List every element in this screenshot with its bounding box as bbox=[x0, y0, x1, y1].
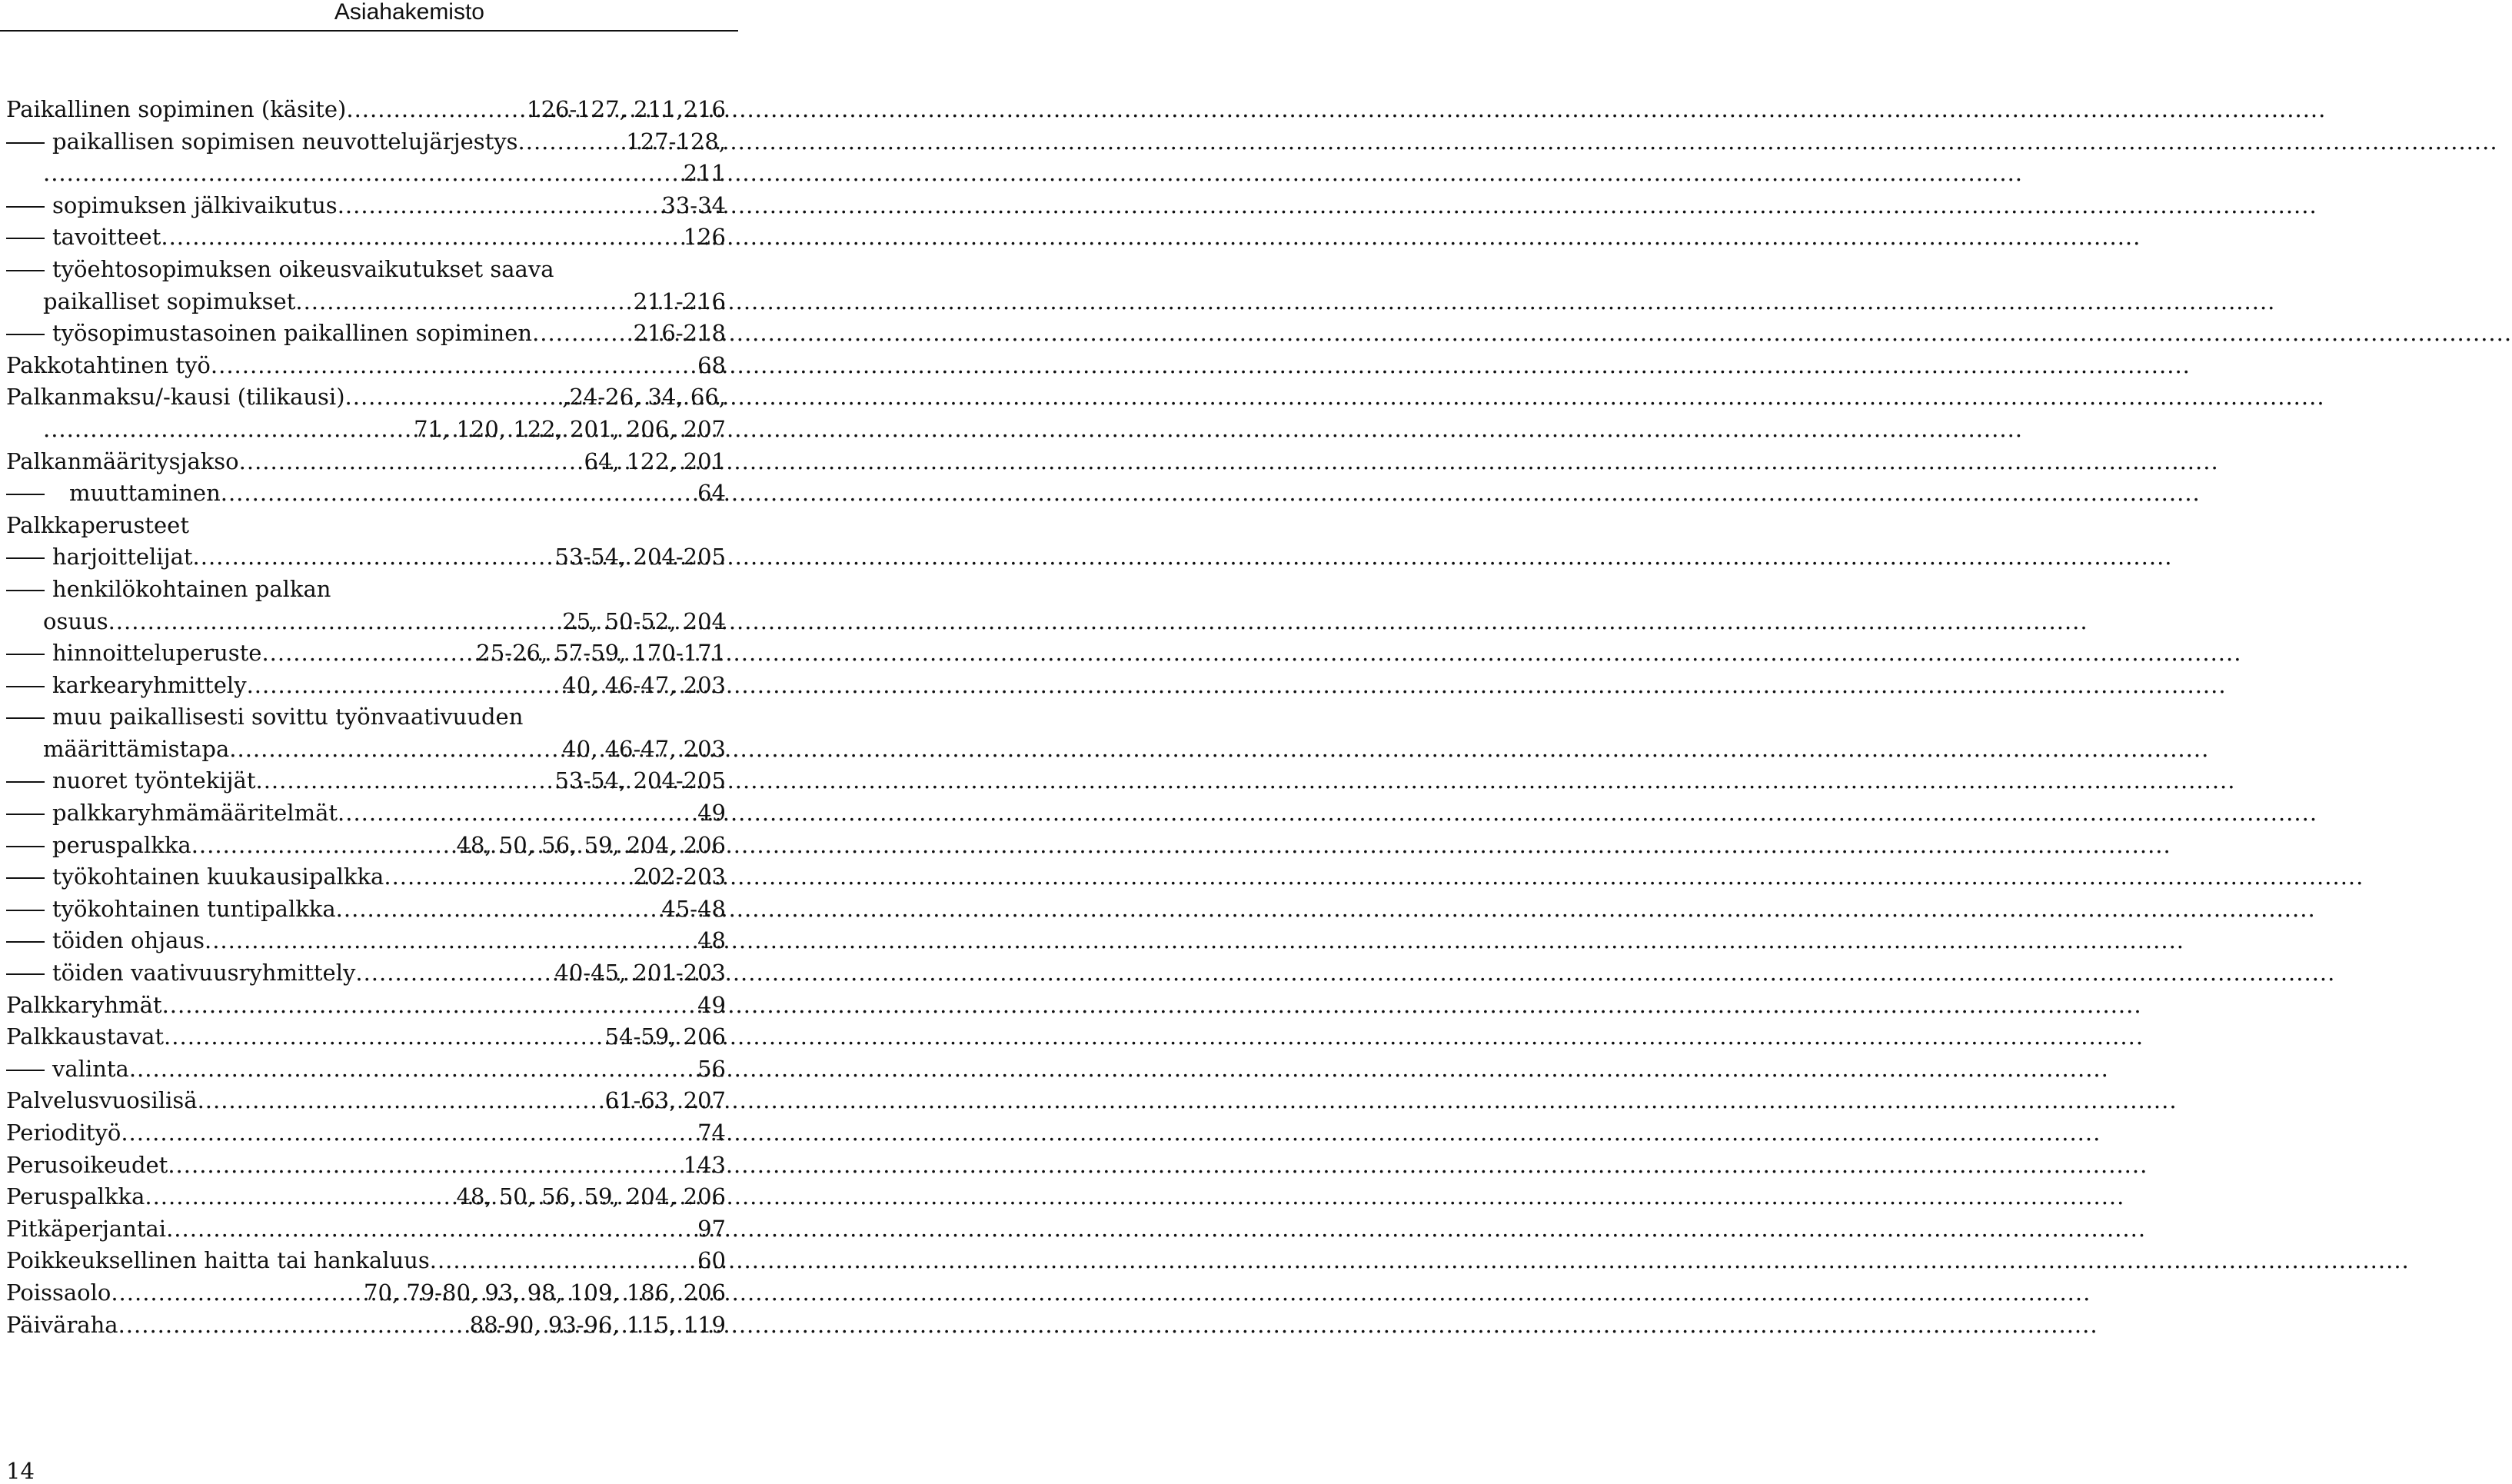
index-entry-continuation bbox=[0, 158, 738, 190]
dot-leader bbox=[193, 541, 554, 574]
index-line bbox=[6, 1245, 726, 1277]
index-subentry bbox=[0, 221, 738, 254]
subentry-dash bbox=[6, 590, 45, 591]
index-line bbox=[52, 957, 726, 990]
index-subentry bbox=[0, 574, 738, 606]
index-term: töiden vaativuusryhmittely bbox=[52, 960, 356, 987]
index-term: sopimuksen jälkivaikutus bbox=[52, 191, 338, 218]
index-pages: 25-26, 57-59, 170-171 bbox=[476, 640, 726, 667]
index-line bbox=[52, 1053, 726, 1086]
index-entry bbox=[0, 990, 738, 1022]
dot-leader bbox=[166, 1213, 696, 1246]
index-term: palkkaryhmämääritelmät bbox=[52, 800, 338, 827]
index-line bbox=[6, 1150, 726, 1182]
index-line bbox=[52, 254, 726, 286]
index-pages: 53-54, 204-205 bbox=[554, 544, 726, 571]
dot-leader bbox=[205, 925, 696, 957]
header-divider bbox=[0, 30, 738, 32]
index-pages: 54-59, 206 bbox=[604, 1023, 726, 1050]
subentry-dash bbox=[6, 557, 45, 559]
index-subentry bbox=[0, 957, 738, 990]
index-entry bbox=[0, 1181, 738, 1213]
index-pages: 40, 46-47, 203 bbox=[562, 735, 726, 762]
subentry-dash bbox=[6, 206, 45, 208]
index-term: Palkkaustavat bbox=[6, 1023, 165, 1050]
index-entry bbox=[0, 350, 738, 382]
index-subentry bbox=[0, 861, 738, 893]
index-subentry bbox=[0, 830, 738, 862]
dot-leader bbox=[164, 1021, 604, 1053]
index-line bbox=[52, 670, 726, 702]
dot-leader bbox=[430, 1245, 696, 1277]
dot-leader bbox=[145, 1181, 454, 1213]
index-term: Palkkaperusteet bbox=[6, 511, 189, 538]
index-line bbox=[43, 286, 726, 318]
index-line bbox=[6, 446, 726, 478]
dot-leader bbox=[345, 381, 561, 414]
index-line bbox=[52, 797, 726, 830]
index-pages: 211 bbox=[683, 160, 726, 187]
dot-leader bbox=[532, 318, 631, 350]
index-term: Pitkäperjantai bbox=[6, 1215, 167, 1242]
page-number: 14 bbox=[6, 1458, 35, 1484]
index-line bbox=[52, 893, 726, 926]
index-line bbox=[43, 734, 726, 766]
index-line bbox=[6, 510, 726, 542]
dot-leader bbox=[121, 1117, 696, 1150]
dot-leader bbox=[355, 957, 553, 990]
index-term: harjoittelijat bbox=[52, 544, 193, 571]
page-header bbox=[0, 0, 738, 31]
index-term: työehtosopimuksen oikeusvaikutukset saava bbox=[52, 255, 554, 282]
subentry-dash bbox=[6, 973, 45, 975]
index-entry bbox=[0, 446, 738, 478]
index-term: peruspalkka bbox=[52, 831, 191, 858]
index-pages: 211-216 bbox=[633, 288, 726, 314]
index-subentry bbox=[0, 190, 738, 222]
index-term: Poissaolo bbox=[6, 1279, 111, 1306]
index-entry-continuation bbox=[0, 414, 738, 446]
index-line bbox=[52, 221, 726, 254]
index-pages: 126 bbox=[683, 224, 726, 251]
index-line bbox=[52, 126, 726, 158]
index-subentry bbox=[0, 318, 738, 350]
subentry-dash bbox=[6, 270, 45, 271]
index-subentry bbox=[0, 541, 738, 574]
index-pages: 126-127, 211,216 bbox=[527, 96, 726, 122]
subentry-dash bbox=[6, 910, 45, 911]
subentry-dash bbox=[6, 238, 45, 239]
index-pages: 64, 122, 201 bbox=[584, 448, 726, 474]
dot-leader bbox=[118, 1309, 468, 1342]
dot-leader bbox=[198, 1085, 604, 1117]
index-term: töiden ohjaus bbox=[52, 927, 205, 954]
index-pages: 25, 50-52, 204 bbox=[562, 607, 726, 634]
subentry-dash bbox=[6, 494, 45, 495]
page-title: Asiahakemisto bbox=[334, 0, 484, 25]
index-pages: 71, 120, 122, 201, 206, 207 bbox=[414, 415, 726, 442]
index-line bbox=[6, 1181, 726, 1213]
index-line bbox=[43, 414, 726, 446]
index-entry bbox=[0, 1085, 738, 1117]
index-entry bbox=[0, 1309, 738, 1342]
index-entry bbox=[0, 510, 738, 542]
index-line bbox=[6, 990, 726, 1022]
index-term: työkohtainen kuukausipalkka bbox=[52, 863, 384, 890]
index-subentry bbox=[0, 254, 738, 286]
index-subentry bbox=[0, 1053, 738, 1086]
index-pages: 70, 79-80, 93, 98, 109, 186, 206 bbox=[364, 1279, 726, 1306]
index-pages: 56 bbox=[697, 1055, 726, 1082]
dot-leader bbox=[518, 126, 625, 158]
index-subentry bbox=[0, 477, 738, 510]
index-pages: 143 bbox=[683, 1151, 726, 1178]
dot-leader bbox=[247, 670, 561, 702]
dot-leader bbox=[168, 1150, 681, 1182]
index-term: määrittämistapa bbox=[43, 735, 230, 762]
dot-leader bbox=[111, 1277, 362, 1309]
index-entry bbox=[0, 1021, 738, 1053]
index-term: Poikkeuksellinen haitta tai hankaluus bbox=[6, 1247, 430, 1274]
index-entry bbox=[0, 1277, 738, 1309]
dot-leader bbox=[338, 190, 660, 222]
dot-leader bbox=[108, 606, 561, 638]
index-term: Palkanmääritysjakso bbox=[6, 448, 239, 474]
dot-leader bbox=[255, 765, 553, 797]
index-pages: 61-63, 207 bbox=[604, 1087, 726, 1114]
index-pages: 40-45, 201-203 bbox=[554, 960, 726, 987]
index-term: muu paikallisesti sovittu työnvaativuuden bbox=[52, 704, 524, 730]
index-entry-continuation bbox=[0, 286, 738, 318]
index-term: työkohtainen tuntipalkka bbox=[52, 895, 336, 922]
index-term: Palvelusvuosilisä bbox=[6, 1087, 198, 1114]
index-line bbox=[6, 381, 726, 414]
index-subentry bbox=[0, 670, 738, 702]
dot-leader bbox=[43, 158, 682, 190]
index-line bbox=[52, 318, 726, 350]
dot-leader bbox=[239, 446, 583, 478]
index-term: Peruspalkka bbox=[6, 1183, 145, 1210]
index-subentry bbox=[0, 126, 738, 158]
dot-leader bbox=[129, 1053, 696, 1086]
dot-leader bbox=[229, 734, 561, 766]
index-pages: 88-90, 93-96, 115, 119 bbox=[469, 1311, 726, 1338]
index-term: valinta bbox=[52, 1055, 129, 1082]
index-pages: ,24-26, 34, 66, bbox=[562, 384, 726, 411]
dot-leader bbox=[221, 477, 696, 510]
index-term: Palkanmaksu/-kausi (tilikausi) bbox=[6, 384, 345, 411]
subentry-dash bbox=[6, 941, 45, 943]
subject-index bbox=[0, 94, 738, 1341]
index-pages: 45-48 bbox=[661, 895, 726, 922]
index-pages: 64 bbox=[697, 480, 726, 507]
index-subentry bbox=[0, 893, 738, 926]
subentry-dash bbox=[6, 846, 45, 847]
index-pages: 49 bbox=[697, 991, 726, 1018]
index-line bbox=[6, 350, 726, 382]
index-entry-continuation bbox=[0, 734, 738, 766]
dot-leader bbox=[346, 94, 525, 126]
index-subentry bbox=[0, 925, 738, 957]
index-term: Paikallinen sopiminen (käsite) bbox=[6, 96, 347, 122]
index-entry-continuation bbox=[0, 606, 738, 638]
index-pages: 48, 50, 56, 59, 204, 206 bbox=[456, 1183, 726, 1210]
index-pages: 68 bbox=[697, 351, 726, 378]
subentry-dash bbox=[6, 781, 45, 783]
index-term: työsopimustasoinen paikallinen sopiminen bbox=[52, 320, 533, 347]
index-term: henkilökohtainen palkan bbox=[52, 575, 331, 602]
index-subentry bbox=[0, 637, 738, 670]
index-pages: 216-218 bbox=[633, 320, 726, 347]
dot-leader bbox=[338, 797, 696, 830]
index-term: Palkkaryhmät bbox=[6, 991, 162, 1018]
index-subentry bbox=[0, 765, 738, 797]
index-term: paikalliset sopimukset bbox=[43, 288, 296, 314]
index-pages: 127-128, bbox=[626, 128, 726, 155]
index-line bbox=[43, 158, 726, 190]
index-pages: 97 bbox=[697, 1215, 726, 1242]
dot-leader bbox=[211, 350, 696, 382]
index-line bbox=[52, 541, 726, 574]
index-term: Perusoikeudet bbox=[6, 1151, 168, 1178]
index-line bbox=[52, 637, 726, 670]
subentry-dash bbox=[6, 814, 45, 815]
index-pages: 48 bbox=[697, 927, 726, 954]
index-term: hinnoitteluperuste bbox=[52, 640, 262, 667]
index-term: Periodityö bbox=[6, 1120, 121, 1146]
index-line bbox=[6, 1277, 726, 1309]
index-pages: 49 bbox=[697, 800, 726, 827]
dot-leader bbox=[161, 221, 681, 254]
index-line bbox=[52, 574, 726, 606]
index-entry bbox=[0, 381, 738, 414]
index-term: muuttaminen bbox=[69, 480, 221, 507]
index-term: nuoret työntekijät bbox=[52, 767, 256, 794]
index-pages: 202-203 bbox=[633, 863, 726, 890]
subentry-dash bbox=[6, 654, 45, 655]
index-line bbox=[6, 1213, 726, 1246]
index-entry bbox=[0, 94, 738, 126]
index-subentry bbox=[0, 797, 738, 830]
index-pages: 48, 50, 56, 59, 204, 206 bbox=[456, 831, 726, 858]
index-line bbox=[43, 606, 726, 638]
index-term: tavoitteet bbox=[52, 224, 161, 251]
index-line bbox=[52, 701, 726, 734]
index-line bbox=[52, 765, 726, 797]
dot-leader bbox=[384, 861, 631, 893]
index-line bbox=[52, 190, 726, 222]
index-pages: 53-54, 204-205 bbox=[554, 767, 726, 794]
index-line bbox=[52, 925, 726, 957]
subentry-dash bbox=[6, 142, 45, 144]
index-line bbox=[6, 1309, 726, 1342]
dot-leader bbox=[43, 414, 412, 446]
subentry-dash bbox=[6, 717, 45, 719]
dot-leader bbox=[336, 893, 660, 926]
index-line bbox=[6, 1085, 726, 1117]
index-entry bbox=[0, 1150, 738, 1182]
subentry-dash bbox=[6, 1070, 45, 1071]
index-subentry bbox=[0, 701, 738, 734]
index-line bbox=[6, 1117, 726, 1150]
dot-leader bbox=[162, 990, 697, 1022]
dot-leader bbox=[295, 286, 631, 318]
index-line bbox=[52, 830, 726, 862]
index-entry bbox=[0, 1117, 738, 1150]
index-entry bbox=[0, 1213, 738, 1246]
index-pages: 33-34 bbox=[661, 191, 726, 218]
dot-leader bbox=[261, 637, 474, 670]
subentry-dash bbox=[6, 334, 45, 335]
index-term: paikallisen sopimisen neuvottelujärjestys bbox=[52, 128, 518, 155]
index-line bbox=[6, 94, 726, 126]
index-line bbox=[52, 861, 726, 893]
index-entry bbox=[0, 1245, 738, 1277]
index-term: osuus bbox=[43, 607, 108, 634]
subentry-dash bbox=[6, 686, 45, 687]
index-term: Päiväraha bbox=[6, 1311, 118, 1338]
index-term: Pakkotahtinen työ bbox=[6, 351, 211, 378]
index-line bbox=[69, 477, 726, 510]
index-line bbox=[6, 1021, 726, 1053]
index-term: karkearyhmittely bbox=[52, 671, 247, 698]
index-pages: 60 bbox=[697, 1247, 726, 1274]
index-pages: 40, 46-47, 203 bbox=[562, 671, 726, 698]
subentry-dash bbox=[6, 877, 45, 879]
index-pages: 74 bbox=[697, 1120, 726, 1146]
dot-leader bbox=[191, 830, 455, 862]
